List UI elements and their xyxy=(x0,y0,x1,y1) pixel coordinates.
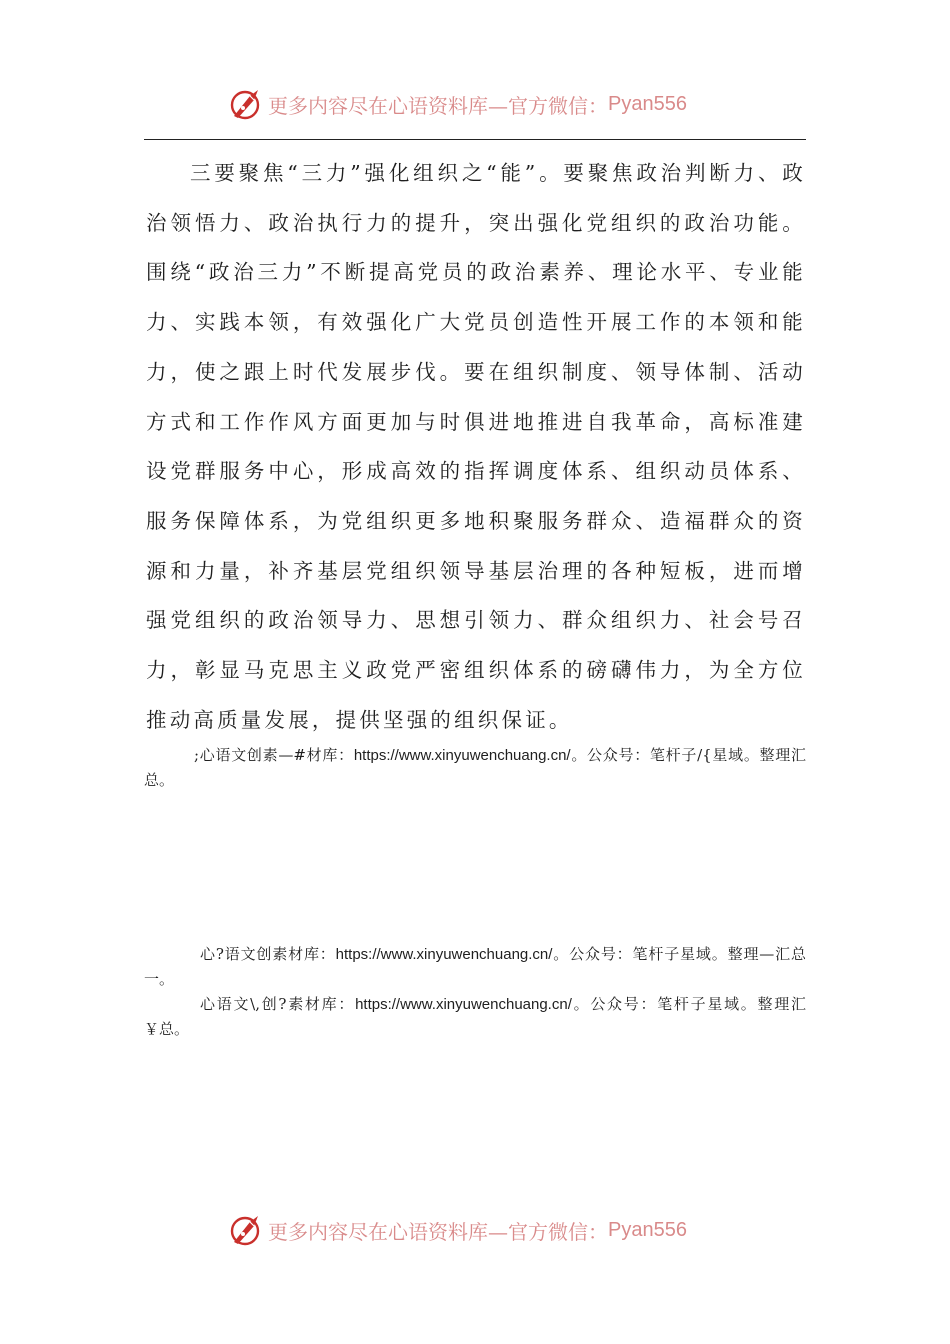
source-note-url: https://www.xinyuwenchuang.cn/ xyxy=(353,747,571,764)
header-wechat-id: Pyan556 xyxy=(608,92,687,115)
source-note-3 xyxy=(144,992,806,1042)
source-note-suffix: 。公众号：笔杆子/{星域。整理汇总。 xyxy=(144,746,806,789)
pen-nib-logo-icon xyxy=(228,1212,264,1248)
header-banner xyxy=(228,84,728,124)
footer-brand-text: 更多内容尽在心语资料库—官方微信： xyxy=(268,1219,608,1244)
source-note-prefix: 心?语文创素材库： xyxy=(200,945,336,963)
header-divider xyxy=(144,139,806,140)
source-note-prefix: 心语文\,创?素材库： xyxy=(200,995,356,1013)
source-note-url: https://www.xinyuwenchuang.cn/ xyxy=(355,996,572,1013)
source-note-url: https://www.xinyuwenchuang.cn/ xyxy=(335,946,553,963)
source-note-2 xyxy=(144,942,806,992)
source-note-1 xyxy=(144,743,806,793)
main-paragraph: 三要聚焦“三力”强化组织之“能”。要聚焦政治判断力、政治领悟力、政治执行力的提升，突出强化党组织的政治功能。围绕“政治三力”不断提高党员的政治素养、理论水平、专业能力、实践本领，有效强化广大党员创造性开展工作的本领和能力，使之跟上时代发展步伐。要在组织制度、领导体制、活动方式和工作作风方面更加与时俱进地推进自我革命，高标准建设党群服务中心，形成高效的指挥调度体系、组织动员体系、服务保障体系，为党组织更多地积聚服务群众、造福群众的资源和力量，补齐基层党组织领导基层治理的各种短板，进而增强党组织的政治领导力、思想引领力、群众组织力、社会号召力，彰显马克思主义政党严密组织体系的磅礴伟力，为全方位推动高质量发展，提供坚强的组织保证。 xyxy=(146,161,806,732)
source-note-prefix: ;心语文创素—#材库： xyxy=(194,746,354,764)
footer-wechat-id: Pyan556 xyxy=(608,1218,687,1241)
header-brand-text: 更多内容尽在心语资料库—官方微信： xyxy=(268,93,608,118)
pen-nib-logo-icon xyxy=(228,86,264,122)
source-note-suffix: 。公众号：笔杆子星域。整理—汇总一。 xyxy=(144,945,806,988)
footer-banner xyxy=(228,1210,728,1250)
source-note-suffix: 。公众号：笔杆子星域。整理汇￥总。 xyxy=(144,995,806,1038)
